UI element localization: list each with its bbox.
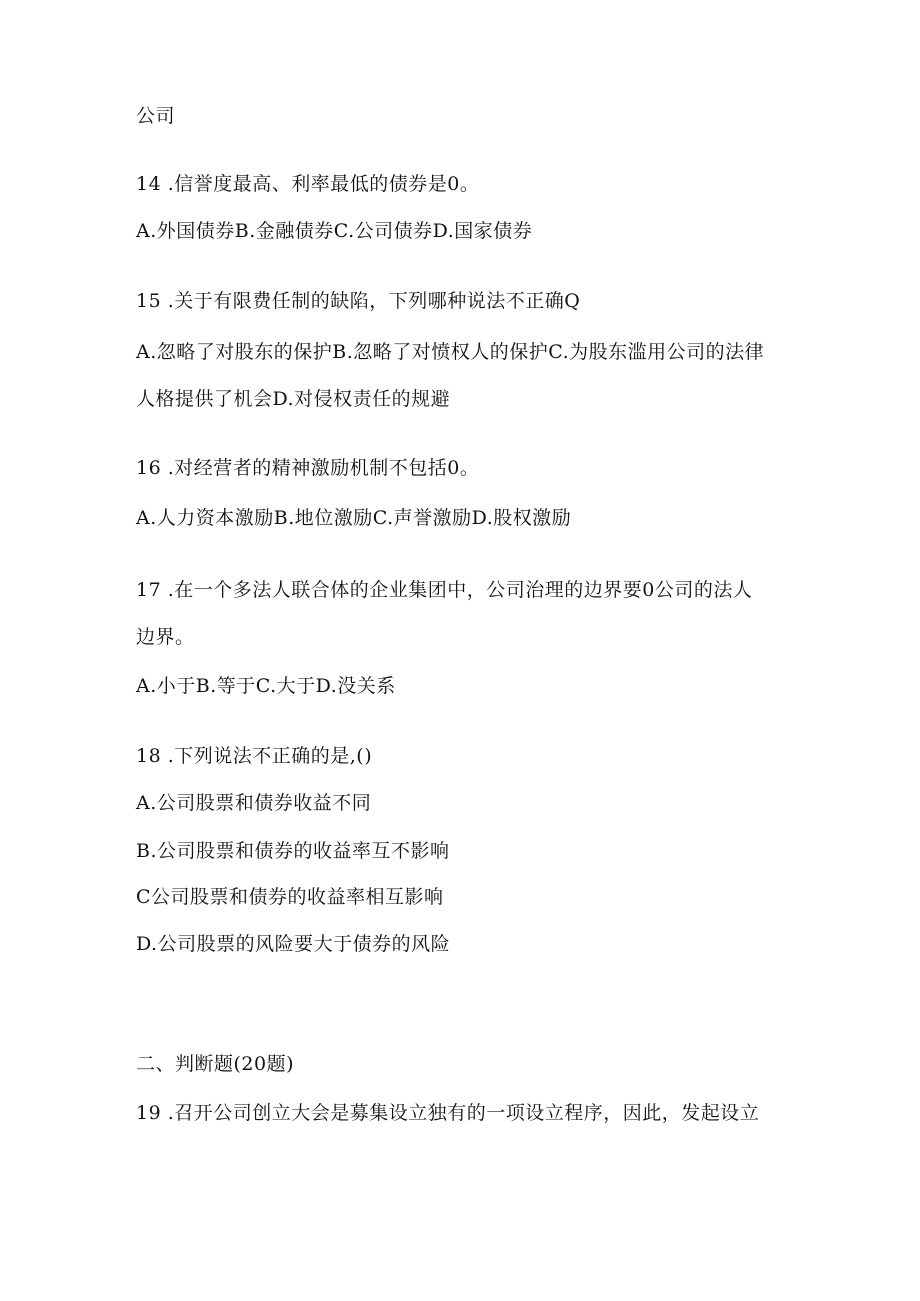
question-15: 15 .关于有限费任制的缺陷，下列哪种说法不正确Q <box>136 290 581 312</box>
question-17-options: A.小于B.等于C.大于D.没关系 <box>136 675 396 697</box>
section-heading-true-false: 二、判断题(20题) <box>136 1053 295 1075</box>
question-18-option-a: A.公司股票和债券收益不同 <box>136 792 372 814</box>
question-16-options: A.人力资本激励B.地位激励C.声誉激励D.股权激励 <box>136 507 572 529</box>
question-18-option-d: D.公司股票的风险要大于债券的风险 <box>136 933 451 955</box>
question-18-option-b: B.公司股票和债券的收益率互不影响 <box>136 840 450 862</box>
question-15-options-continued: 人格提供了机会D.对侵权责任的规避 <box>136 388 451 410</box>
question-17: 17 .在一个多法人联合体的企业集团中，公司治理的边界要0公司的法人 <box>136 579 753 601</box>
text-line-company-fragment: 公司 <box>136 105 176 127</box>
question-18: 18 .下列说法不正确的是,() <box>136 745 373 767</box>
question-18-option-c: C公司股票和债券的收益率相互影响 <box>136 886 444 908</box>
question-14-options: A.外国债券B.金融债券C.公司债券D.国家债券 <box>136 220 533 242</box>
question-17-continued: 边界。 <box>136 626 195 648</box>
question-16: 16 .对经营者的精神激励机制不包括0。 <box>136 457 480 479</box>
question-15-options: A.忽略了对股东的保护B.忽略了对愤权人的保护C.为股东滥用公司的法律 <box>136 341 765 363</box>
question-19: 19 .召开公司创立大会是募集设立独有的一项设立程序，因此，发起设立 <box>136 1102 760 1124</box>
question-14: 14 .信誉度最高、利率最低的债券是0。 <box>136 173 480 195</box>
